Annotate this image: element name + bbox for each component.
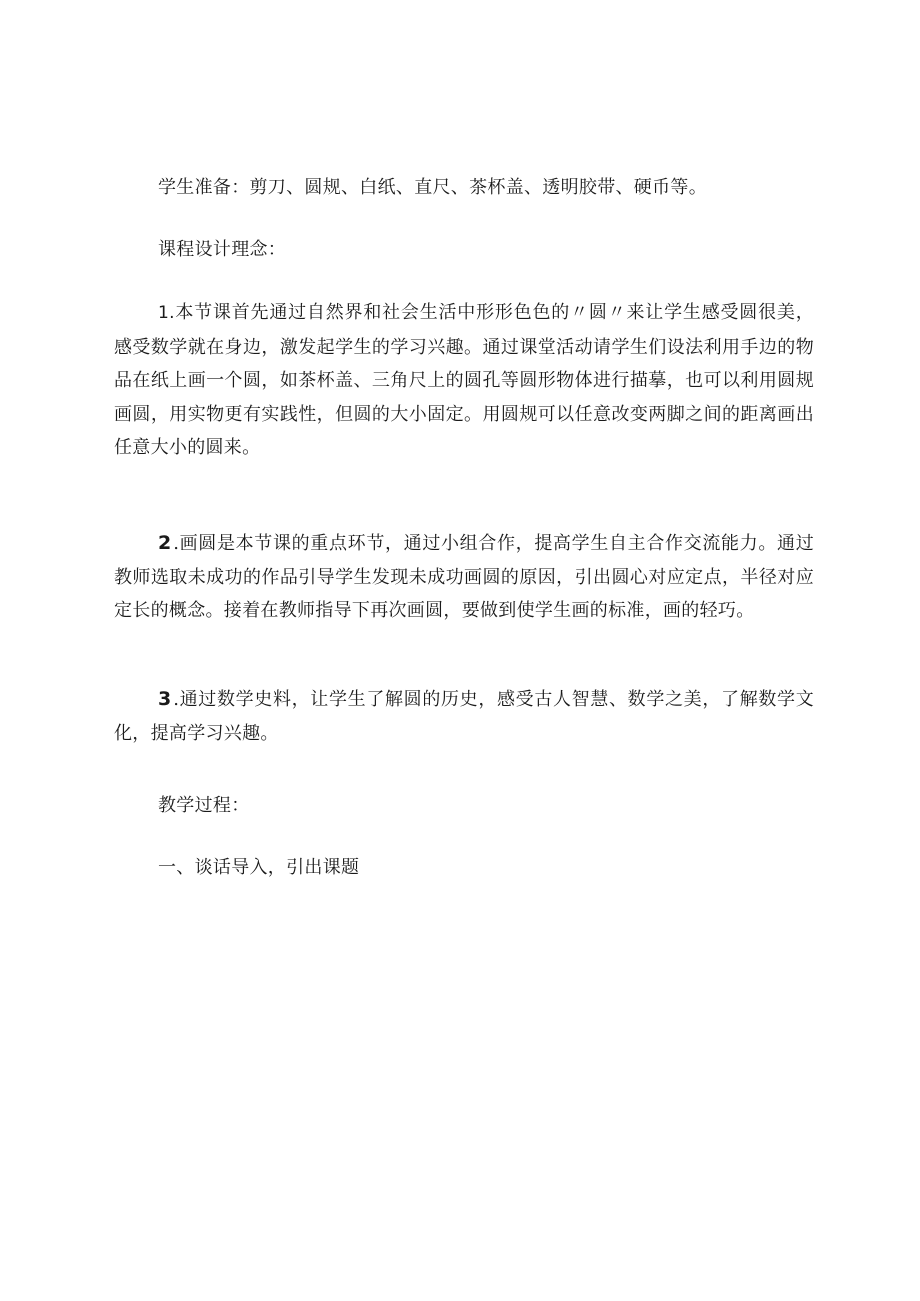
point-1-number: 1. [158, 303, 175, 323]
point-3-text: .通过数学史料，让学生了解圆的历史，感受古人智慧、数学之美，了解数学文化，提高学习兴趣。 [114, 689, 814, 744]
design-point-3 [114, 683, 814, 750]
student-prep-text: 学生准备：剪刀、圆规、白纸、直尺、茶杯盖、透明胶带、硬币等。 [158, 177, 707, 198]
design-heading [114, 234, 814, 266]
point-3-number: 3 [158, 688, 174, 710]
process-heading-text: 教学过程： [158, 795, 250, 816]
point-1-text: 本节课首先通过自然界和社会生活中形形色色的〃圆〃来让学生感受圆很美，感受数学就在身边，激发起学生的学习兴趣。通过课堂活动请学生们设法利用手边的物品在纸上画一个圆，如茶杯盖、三角尺上的圆孔等圆形物体进行描摹，也可以利用圆规画圆，用实物更有实践性，但圆的大小固定。用圆规可以任意改变两脚之间的距离画出任意大小的圆来。 [114, 302, 814, 458]
design-point-2 [114, 527, 814, 628]
process-heading [114, 790, 814, 822]
point-2-text: .画圆是本节课的重点环节，通过小组合作，提高学生自主合作交流能力。通过教师选取未成功的作品引导学生发现未成功画圆的原因，引出圆心对应定点，半径对应定长的概念。接着在教师指导下再次画圆，要做到使学生画的标准，画的轻巧。 [114, 533, 814, 621]
point-2-number: 2 [158, 532, 174, 554]
section-1-heading-text: 一、谈话导入，引出课题 [158, 857, 360, 878]
design-point-1 [114, 296, 814, 465]
student-prep-line [114, 172, 814, 204]
section-1-heading [114, 852, 814, 884]
design-heading-text: 课程设计理念： [158, 239, 287, 260]
